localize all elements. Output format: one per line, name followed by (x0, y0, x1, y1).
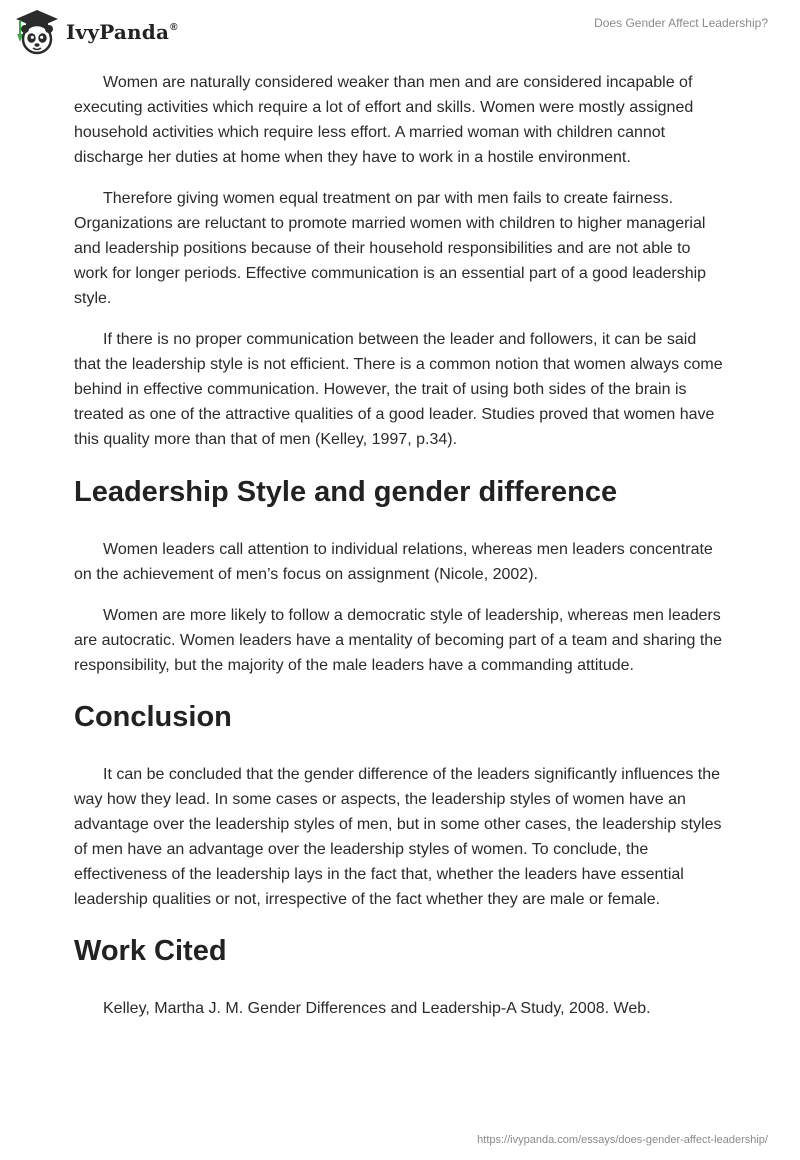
paragraph: Women leaders call attention to individual relations, whereas men leaders concentrate on the achievement of men’s focus on assignment (Nicole, 2002). (74, 541, 713, 583)
paragraph: If there is no proper communication between the leader and followers, it can be said that the leadership style is not efficient. There is a common notion that women always come behind in effective communication. However, the trait of using both sides of the brain is treated as one of the attractive qualities of a good leader. Studies proved that women have this quality more than that of men (Kelley, 1997, p.34). (74, 331, 723, 448)
document-title: Does Gender Affect Leadership? (594, 16, 768, 30)
source-url[interactable]: https://ivypanda.com/essays/does-gender-affect-leadership/ (477, 1134, 768, 1146)
page-header (0, 0, 800, 64)
paragraph: It can be concluded that the gender difference of the leaders significantly influences the way how they lead. In some cases or aspects, the leadership styles of women have an advantage over the leadership styles of men, but in some other cases, the leadership styles of men have an advantage over the leadership styles of women. To conclude, the effectiveness of the leadership lays in the fact that, whether the leaders have essential leadership qualities or not, irrespective of the fact whether they are male or female. (74, 766, 722, 908)
brand-name: IvyPanda® (66, 20, 178, 44)
section-heading-conclusion: Conclusion (74, 701, 232, 733)
section-heading-leadership-style: Leadership Style and gender difference (74, 476, 618, 508)
section-heading-work-cited: Work Cited (74, 935, 227, 967)
paragraph: Women are naturally considered weaker than men and are considered incapable of executing activities which require a lot of effort and skills. Women were mostly assigned household activities which require less effort. A married woman with children cannot discharge her duties at home when they have to work in a hostile environment. (74, 74, 694, 166)
citation: Kelley, Martha J. M. Gender Differences and Leadership-A Study, 2008. Web. (103, 1000, 651, 1017)
panda-graduate-icon (14, 8, 60, 56)
ivypanda-logo[interactable] (14, 8, 178, 56)
essay-content (74, 70, 726, 1037)
paragraph: Women are more likely to follow a democratic style of leadership, whereas men leaders are autocratic. Women leaders have a mentality of becoming part of a team and sharing the responsibility, but the majority of the male leaders have a commanding attitude. (74, 607, 723, 674)
paragraph: Therefore giving women equal treatment on par with men fails to create fairness. Organizations are reluctant to promote married women with children to higher managerial and leadership positions because of their household responsibilities and are not able to work for longer periods. Effective communication is an essential part of a good leadership style. (74, 190, 707, 307)
